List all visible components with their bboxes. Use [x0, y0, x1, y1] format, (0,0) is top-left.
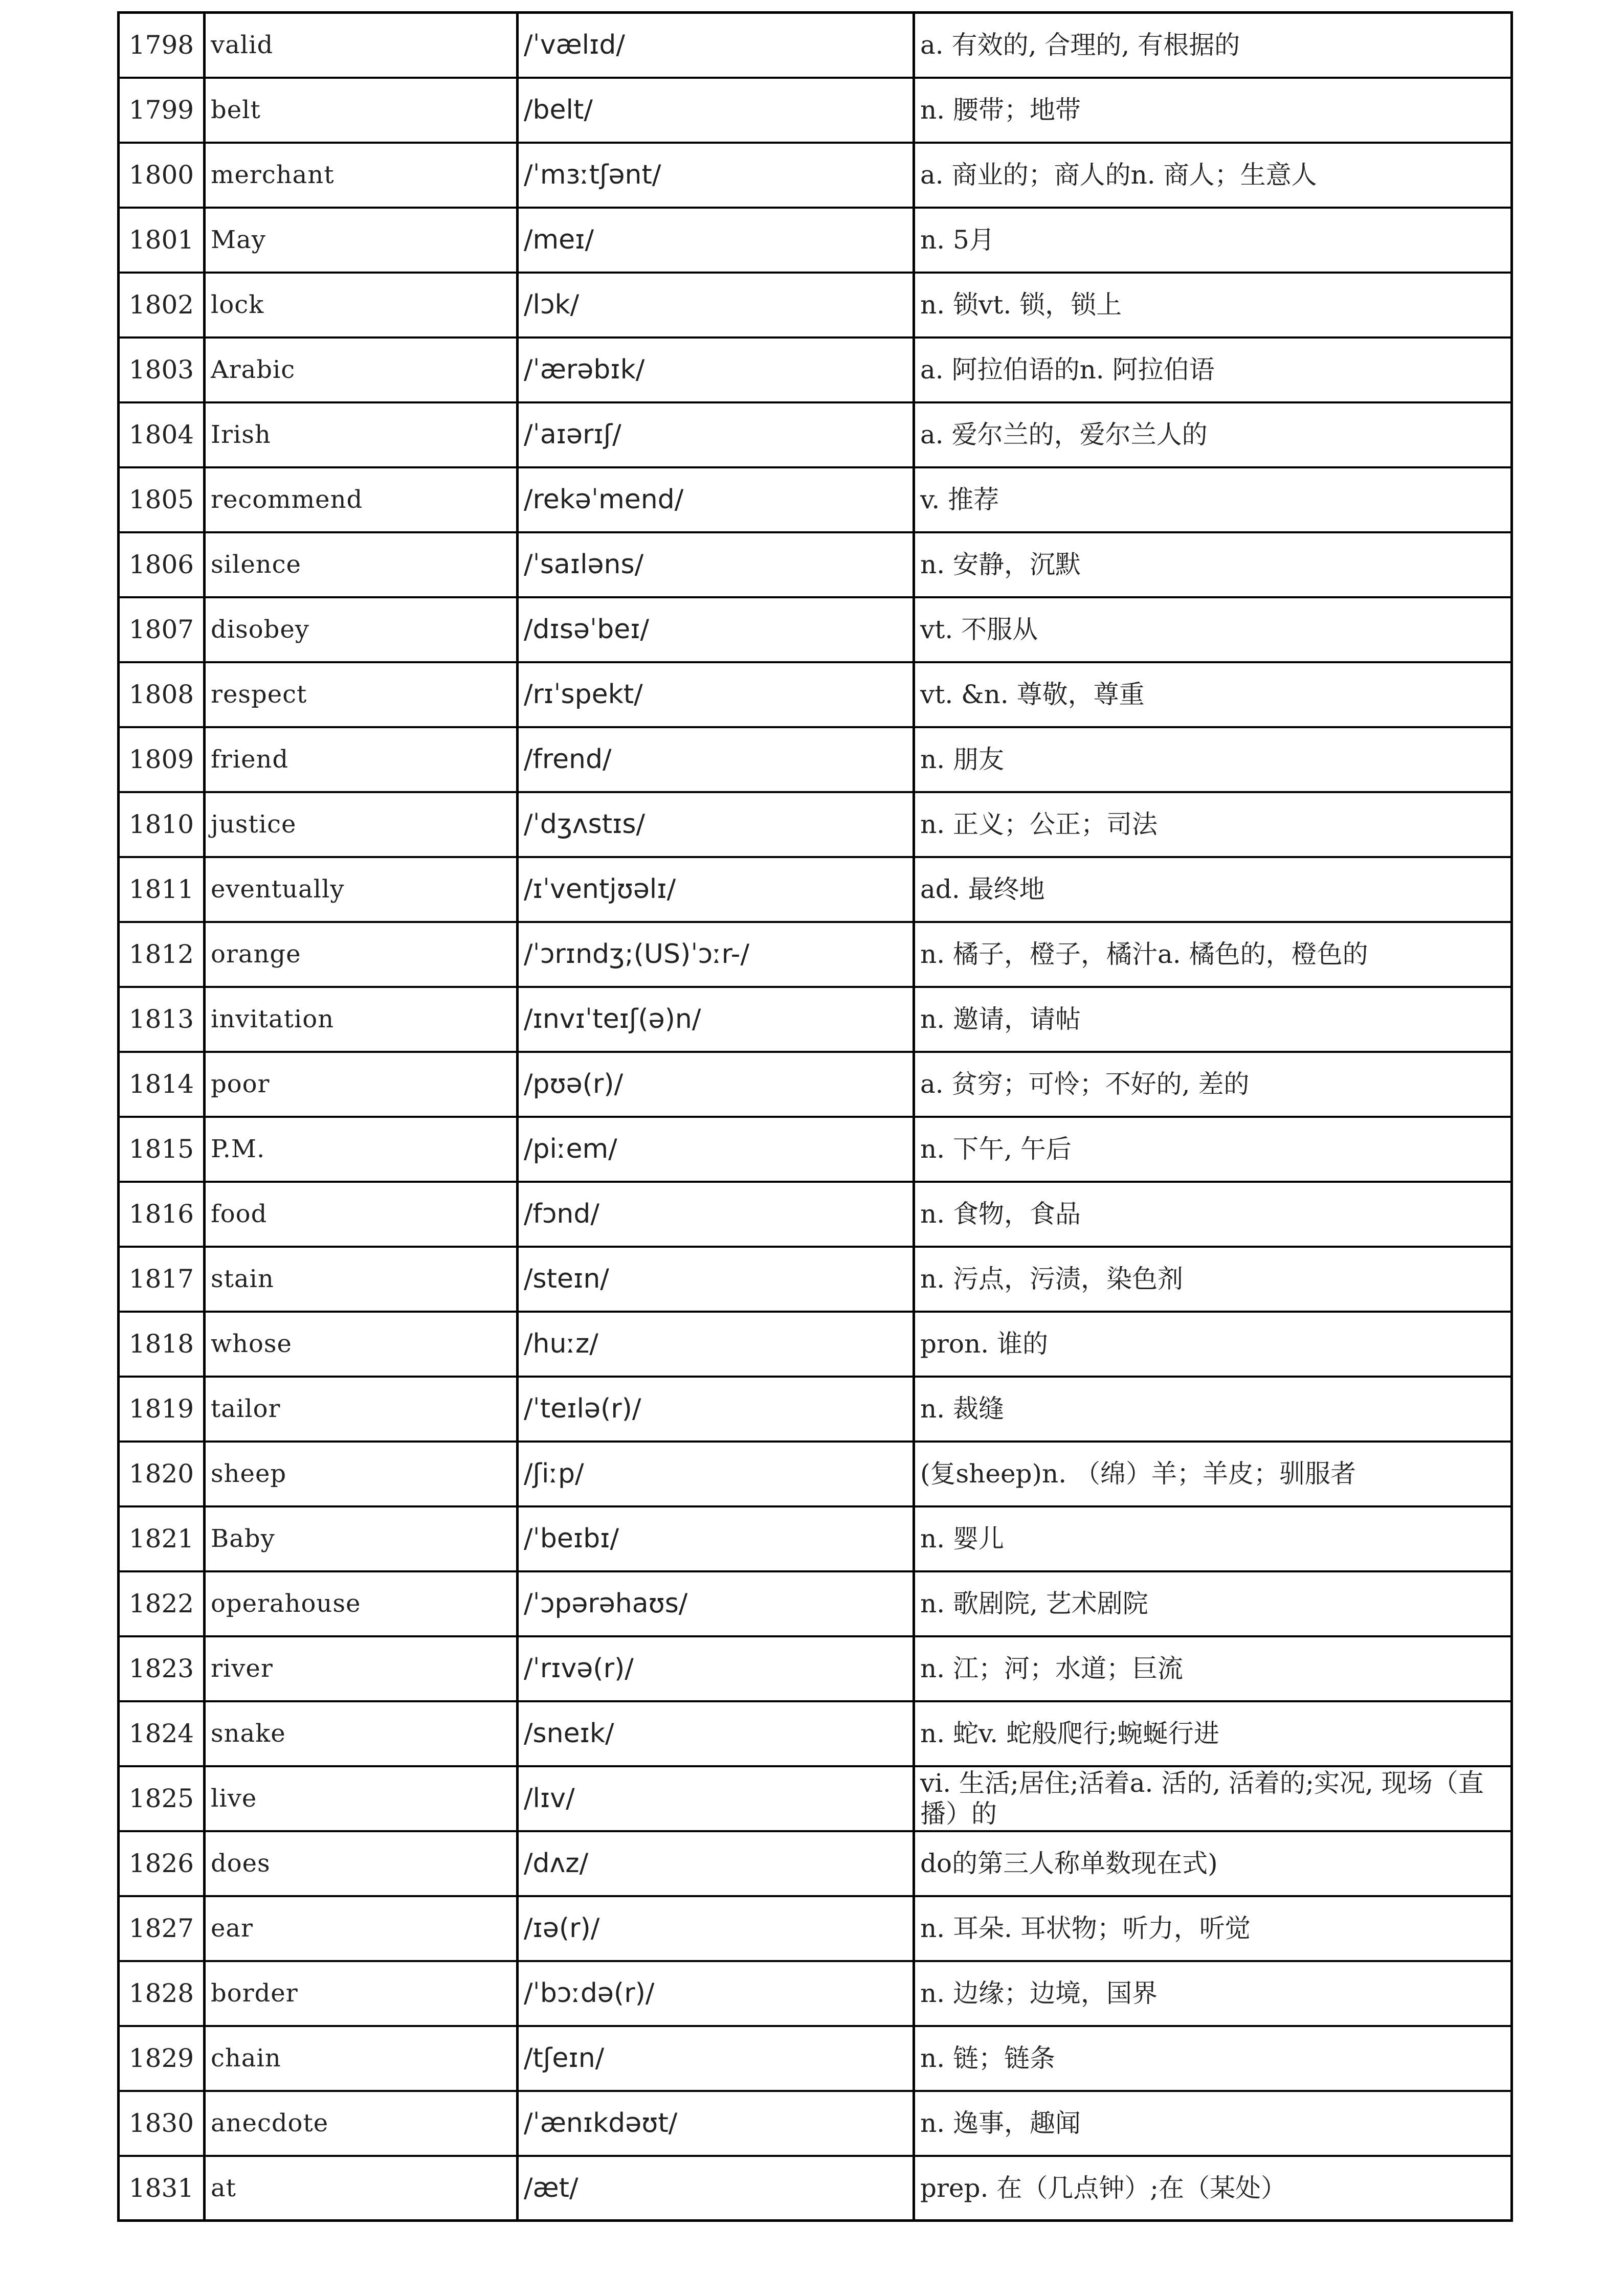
entry-meaning: n. 蛇v. 蛇般爬行;蜿蜒行进	[914, 1701, 1512, 1766]
table-row	[119, 1896, 1512, 1961]
entry-word: Irish	[205, 402, 518, 467]
entry-word: disobey	[205, 597, 518, 662]
entry-word: live	[205, 1766, 518, 1831]
table-row	[119, 857, 1512, 922]
entry-word: invitation	[205, 987, 518, 1052]
entry-number: 1819	[119, 1377, 205, 1442]
entry-meaning: n. 污点，污渍，染色剂	[914, 1247, 1512, 1312]
entry-number: 1825	[119, 1766, 205, 1831]
entry-phonetic: /ʃiːp/	[518, 1442, 914, 1506]
entry-phonetic: /æt/	[518, 2156, 914, 2221]
table-row	[119, 987, 1512, 1052]
entry-number: 1830	[119, 2091, 205, 2156]
entry-word: justice	[205, 792, 518, 857]
entry-number: 1818	[119, 1312, 205, 1377]
entry-number: 1817	[119, 1247, 205, 1312]
table-row	[119, 2091, 1512, 2156]
table-row	[119, 1961, 1512, 2026]
entry-number: 1813	[119, 987, 205, 1052]
entry-meaning: n. 婴儿	[914, 1506, 1512, 1571]
entry-word: snake	[205, 1701, 518, 1766]
entry-phonetic: /lɪv/	[518, 1766, 914, 1831]
entry-number: 1806	[119, 532, 205, 597]
entry-phonetic: /ˈvælɪd/	[518, 13, 914, 78]
table-row	[119, 1117, 1512, 1182]
entry-meaning: prep. 在（几点钟）;在（某处）	[914, 2156, 1512, 2221]
entry-word: food	[205, 1182, 518, 1247]
entry-phonetic: /ˈærəbɪk/	[518, 337, 914, 402]
entry-number: 1824	[119, 1701, 205, 1766]
entry-number: 1826	[119, 1831, 205, 1896]
entry-word: river	[205, 1636, 518, 1701]
table-row	[119, 922, 1512, 987]
entry-word: eventually	[205, 857, 518, 922]
entry-meaning: n. 裁缝	[914, 1377, 1512, 1442]
entry-meaning: n. 朋友	[914, 727, 1512, 792]
entry-word: operahouse	[205, 1571, 518, 1636]
vocabulary-table	[117, 11, 1513, 2222]
table-row	[119, 1636, 1512, 1701]
entry-meaning: n. 逸事，趣闻	[914, 2091, 1512, 2156]
entry-meaning: n. 边缘；边境，国界	[914, 1961, 1512, 2026]
entry-phonetic: /ˈmɜːtʃənt/	[518, 143, 914, 208]
entry-phonetic: /dɪsəˈbeɪ/	[518, 597, 914, 662]
entry-word: does	[205, 1831, 518, 1896]
entry-phonetic: /ˈaɪərɪʃ/	[518, 402, 914, 467]
table-row	[119, 532, 1512, 597]
table-row	[119, 1766, 1512, 1831]
entry-meaning: do的第三人称单数现在式)	[914, 1831, 1512, 1896]
entry-meaning: n. 腰带；地带	[914, 78, 1512, 143]
entry-phonetic: /ɪˈventjʊəlɪ/	[518, 857, 914, 922]
entry-number: 1804	[119, 402, 205, 467]
entry-number: 1816	[119, 1182, 205, 1247]
entry-number: 1829	[119, 2026, 205, 2091]
entry-word: anecdote	[205, 2091, 518, 2156]
entry-meaning: n. 耳朵. 耳状物；听力，听觉	[914, 1896, 1512, 1961]
entry-number: 1800	[119, 143, 205, 208]
table-row	[119, 1701, 1512, 1766]
table-row	[119, 13, 1512, 78]
entry-number: 1803	[119, 337, 205, 402]
entry-meaning: v. 推荐	[914, 467, 1512, 532]
table-row	[119, 792, 1512, 857]
table-row	[119, 662, 1512, 727]
vocabulary-table-body	[119, 13, 1512, 2221]
entry-meaning: n. 橘子，橙子，橘汁a. 橘色的，橙色的	[914, 922, 1512, 987]
entry-number: 1827	[119, 1896, 205, 1961]
entry-phonetic: /fɔnd/	[518, 1182, 914, 1247]
entry-meaning: n. 安静，沉默	[914, 532, 1512, 597]
entry-word: whose	[205, 1312, 518, 1377]
entry-number: 1799	[119, 78, 205, 143]
entry-phonetic: /ˈɔrɪndʒ;(US)ˈɔːr-/	[518, 922, 914, 987]
entry-meaning: vt. 不服从	[914, 597, 1512, 662]
entry-meaning: pron. 谁的	[914, 1312, 1512, 1377]
table-row	[119, 208, 1512, 273]
entry-word: friend	[205, 727, 518, 792]
entry-number: 1823	[119, 1636, 205, 1701]
entry-phonetic: /dʌz/	[518, 1831, 914, 1896]
entry-phonetic: /steɪn/	[518, 1247, 914, 1312]
entry-word: P.M.	[205, 1117, 518, 1182]
entry-meaning: n. 5月	[914, 208, 1512, 273]
entry-meaning: n. 正义；公正；司法	[914, 792, 1512, 857]
entry-phonetic: /ɪnvɪˈteɪʃ(ə)n/	[518, 987, 914, 1052]
table-row	[119, 727, 1512, 792]
entry-word: poor	[205, 1052, 518, 1117]
entry-number: 1811	[119, 857, 205, 922]
entry-number: 1812	[119, 922, 205, 987]
entry-number: 1810	[119, 792, 205, 857]
entry-phonetic: /ˈteɪlə(r)/	[518, 1377, 914, 1442]
entry-number: 1828	[119, 1961, 205, 2026]
table-row	[119, 143, 1512, 208]
entry-phonetic: /ˈbeɪbɪ/	[518, 1506, 914, 1571]
entry-word: valid	[205, 13, 518, 78]
entry-number: 1822	[119, 1571, 205, 1636]
entry-meaning: vt. &n. 尊敬，尊重	[914, 662, 1512, 727]
entry-meaning: a. 贫穷；可怜；不好的, 差的	[914, 1052, 1512, 1117]
entry-number: 1821	[119, 1506, 205, 1571]
entry-meaning: n. 食物，食品	[914, 1182, 1512, 1247]
entry-number: 1815	[119, 1117, 205, 1182]
entry-number: 1802	[119, 273, 205, 337]
entry-word: orange	[205, 922, 518, 987]
table-row	[119, 78, 1512, 143]
entry-meaning: a. 有效的, 合理的, 有根据的	[914, 13, 1512, 78]
entry-word: belt	[205, 78, 518, 143]
entry-number: 1805	[119, 467, 205, 532]
table-row	[119, 273, 1512, 337]
entry-phonetic: /ˈbɔːdə(r)/	[518, 1961, 914, 2026]
entry-word: stain	[205, 1247, 518, 1312]
entry-number: 1831	[119, 2156, 205, 2221]
entry-phonetic: /lɔk/	[518, 273, 914, 337]
entry-phonetic: /sneɪk/	[518, 1701, 914, 1766]
entry-meaning: n. 江；河；水道；巨流	[914, 1636, 1512, 1701]
table-row	[119, 1182, 1512, 1247]
entry-number: 1814	[119, 1052, 205, 1117]
entry-phonetic: /tʃeɪn/	[518, 2026, 914, 2091]
entry-meaning: n. 下午, 午后	[914, 1117, 1512, 1182]
entry-phonetic: /rɪˈspekt/	[518, 662, 914, 727]
entry-phonetic: /ˈrɪvə(r)/	[518, 1636, 914, 1701]
entry-meaning: a. 阿拉伯语的n. 阿拉伯语	[914, 337, 1512, 402]
entry-phonetic: /belt/	[518, 78, 914, 143]
table-row	[119, 1247, 1512, 1312]
entry-phonetic: /ˈɔpərəhaʊs/	[518, 1571, 914, 1636]
table-row	[119, 1571, 1512, 1636]
entry-number: 1798	[119, 13, 205, 78]
entry-meaning: n. 邀请，请帖	[914, 987, 1512, 1052]
table-row	[119, 2026, 1512, 2091]
entry-phonetic: /frend/	[518, 727, 914, 792]
table-row	[119, 1377, 1512, 1442]
entry-phonetic: /ˈsaɪləns/	[518, 532, 914, 597]
entry-word: May	[205, 208, 518, 273]
entry-phonetic: /ɪə(r)/	[518, 1896, 914, 1961]
entry-meaning: n. 链；链条	[914, 2026, 1512, 2091]
entry-word: tailor	[205, 1377, 518, 1442]
entry-number: 1807	[119, 597, 205, 662]
entry-word: merchant	[205, 143, 518, 208]
entry-number: 1820	[119, 1442, 205, 1506]
entry-meaning: vi. 生活;居住;活着a. 活的, 活着的;实况, 现场（直播）的	[914, 1766, 1512, 1831]
table-row	[119, 597, 1512, 662]
entry-word: chain	[205, 2026, 518, 2091]
table-row	[119, 337, 1512, 402]
table-row	[119, 2156, 1512, 2221]
entry-meaning: n. 歌剧院, 艺术剧院	[914, 1571, 1512, 1636]
table-row	[119, 1052, 1512, 1117]
entry-word: ear	[205, 1896, 518, 1961]
table-row	[119, 1831, 1512, 1896]
table-row	[119, 467, 1512, 532]
entry-word: border	[205, 1961, 518, 2026]
entry-phonetic: /rekəˈmend/	[518, 467, 914, 532]
entry-phonetic: /pʊə(r)/	[518, 1052, 914, 1117]
entry-number: 1809	[119, 727, 205, 792]
entry-meaning: a. 爱尔兰的，爱尔兰人的	[914, 402, 1512, 467]
table-row	[119, 402, 1512, 467]
entry-phonetic: /huːz/	[518, 1312, 914, 1377]
entry-word: Arabic	[205, 337, 518, 402]
entry-word: silence	[205, 532, 518, 597]
entry-meaning: ad. 最终地	[914, 857, 1512, 922]
table-row	[119, 1442, 1512, 1506]
entry-word: at	[205, 2156, 518, 2221]
entry-number: 1801	[119, 208, 205, 273]
entry-word: lock	[205, 273, 518, 337]
entry-number: 1808	[119, 662, 205, 727]
entry-word: Baby	[205, 1506, 518, 1571]
entry-word: recommend	[205, 467, 518, 532]
entry-phonetic: /meɪ/	[518, 208, 914, 273]
entry-meaning: (复sheep)n. （绵）羊；羊皮；驯服者	[914, 1442, 1512, 1506]
table-row	[119, 1506, 1512, 1571]
entry-phonetic: /ˈænɪkdəʊt/	[518, 2091, 914, 2156]
entry-word: respect	[205, 662, 518, 727]
entry-meaning: n. 锁vt. 锁，锁上	[914, 273, 1512, 337]
table-row	[119, 1312, 1512, 1377]
entry-phonetic: /ˈdʒʌstɪs/	[518, 792, 914, 857]
entry-phonetic: /piːem/	[518, 1117, 914, 1182]
entry-word: sheep	[205, 1442, 518, 1506]
entry-meaning: a. 商业的；商人的n. 商人；生意人	[914, 143, 1512, 208]
